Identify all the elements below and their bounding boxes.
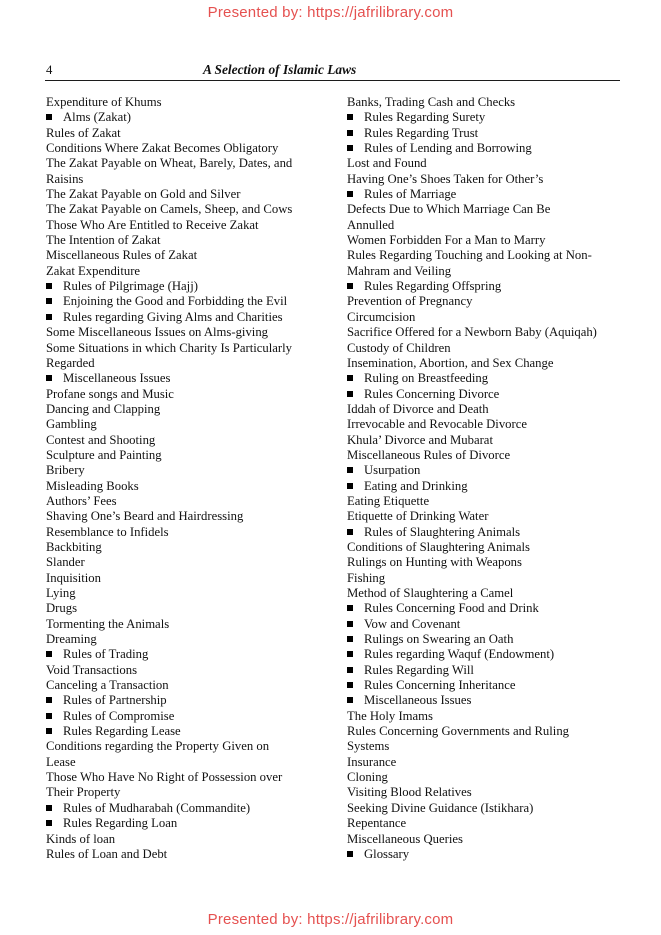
page-number: 4 xyxy=(46,63,53,77)
bullet-square-icon xyxy=(347,636,353,642)
bullet-square-icon xyxy=(46,283,52,289)
bullet-square-icon xyxy=(46,375,52,381)
toc-line-text: Misleading Books xyxy=(46,478,139,493)
toc-line-text: Kinds of loan xyxy=(46,831,116,846)
bullet-square-icon xyxy=(46,805,52,811)
toc-line xyxy=(347,402,597,417)
toc-line xyxy=(46,479,292,494)
toc-line xyxy=(347,264,597,279)
toc-line-text: Expenditure of Khums xyxy=(46,95,162,109)
bullet-square-icon xyxy=(46,728,52,734)
toc-line xyxy=(347,202,597,217)
presented-banner-top: Presented by: https://jafrilibrary.com xyxy=(207,4,454,21)
toc-line xyxy=(347,509,597,524)
toc-line-text: Zakat Expenditure xyxy=(46,263,141,278)
toc-line-text: Dancing and Clapping xyxy=(46,401,161,416)
toc-line xyxy=(347,755,597,770)
toc-line-text: Rules Concerning Inheritance xyxy=(364,678,516,693)
toc-line-text: Rules Regarding Surety xyxy=(364,110,486,125)
toc-line-text: Lying xyxy=(46,586,76,600)
toc-line xyxy=(347,463,597,478)
bullet-square-icon xyxy=(46,651,52,657)
presented-banner-bottom: Presented by: https://jafrilibrary.com xyxy=(207,911,454,928)
toc-line-text: Those Who Are Entitled to Receive Zakat xyxy=(46,217,259,232)
toc-line-text: Rules Regarding Loan xyxy=(63,816,178,831)
toc-line-text: Rulings on Swearing an Oath xyxy=(364,632,514,647)
toc-line-text: Rules Regarding Lease xyxy=(63,724,181,739)
toc-line-text: Lease xyxy=(46,754,76,769)
toc-line-text: Lost and Found xyxy=(347,156,427,171)
toc-line xyxy=(46,601,292,616)
bullet-square-icon xyxy=(347,114,353,120)
toc-line-text: Miscellaneous Issues xyxy=(364,693,472,708)
toc-line xyxy=(46,540,292,555)
toc-line xyxy=(347,448,597,463)
toc-line-text: The Zakat Payable on Gold and Silver xyxy=(46,187,241,202)
toc-line xyxy=(347,525,597,540)
toc-line xyxy=(46,693,292,708)
toc-line-text: Dreaming xyxy=(46,632,97,647)
toc-line xyxy=(347,141,597,156)
bullet-square-icon xyxy=(46,314,52,320)
toc-line xyxy=(46,310,292,325)
toc-line xyxy=(347,770,597,785)
toc-line xyxy=(347,678,597,693)
toc-line-text: The Zakat Payable on Wheat, Barely, Dates, and xyxy=(46,156,293,171)
toc-line xyxy=(347,156,597,171)
toc-line xyxy=(46,525,292,540)
toc-line-text: The Holy Imams xyxy=(347,708,433,723)
toc-line xyxy=(347,601,597,616)
toc-line-text: Etiquette of Drinking Water xyxy=(347,509,489,524)
toc-line-text: Backbiting xyxy=(46,539,102,554)
toc-line-text: Fishing xyxy=(347,570,386,585)
toc-line-text: Rules of Pilgrimage (Hajj) xyxy=(63,279,198,294)
bullet-square-icon xyxy=(46,114,52,120)
toc-line xyxy=(347,494,597,509)
toc-line-text: Miscellaneous Issues xyxy=(63,371,171,386)
toc-line-text: Conditions Where Zakat Becomes Obligatory xyxy=(46,141,279,156)
toc-line xyxy=(46,755,292,770)
toc-line-text: Contest and Shooting xyxy=(46,432,156,447)
toc-line-text: Drugs xyxy=(46,601,78,616)
toc-line xyxy=(46,279,292,294)
toc-line-text: Cloning xyxy=(347,770,388,785)
toc-line xyxy=(347,663,597,678)
toc-line xyxy=(46,785,292,800)
toc-line xyxy=(347,555,597,570)
toc-line xyxy=(46,709,292,724)
toc-line-text: Some Situations in which Charity Is Particularly xyxy=(46,340,292,355)
toc-line-text: Rules regarding Giving Alms and Charities xyxy=(63,309,283,324)
toc-line xyxy=(46,678,292,693)
bullet-square-icon xyxy=(46,820,52,826)
toc-line-text: Method of Slaughtering a Camel xyxy=(347,586,514,600)
toc-line-text: Eating Etiquette xyxy=(347,493,430,508)
toc-line xyxy=(347,172,597,187)
toc-line-text: Rules Regarding Will xyxy=(364,662,474,677)
toc-line xyxy=(347,801,597,816)
toc-line xyxy=(347,832,597,847)
toc-line-text: Women Forbidden For a Man to Marry xyxy=(347,233,546,248)
toc-line-text: The Intention of Zakat xyxy=(46,233,161,248)
toc-line-text: Conditions regarding the Property Given on xyxy=(46,739,270,754)
toc-line-text: Bribery xyxy=(46,463,85,478)
toc-line-text: Rules of Zakat xyxy=(46,125,121,140)
toc-line xyxy=(46,294,292,309)
bullet-square-icon xyxy=(347,682,353,688)
toc-line-text: Ruling on Breastfeeding xyxy=(364,371,489,386)
toc-line xyxy=(46,509,292,524)
toc-column-left xyxy=(46,95,292,862)
toc-line xyxy=(46,801,292,816)
toc-line xyxy=(46,356,292,371)
running-title: A Selection of Islamic Laws xyxy=(203,62,357,77)
toc-line xyxy=(46,187,292,202)
bullet-square-icon xyxy=(347,283,353,289)
bullet-square-icon xyxy=(46,298,52,304)
toc-line xyxy=(46,341,292,356)
toc-line xyxy=(46,724,292,739)
toc-line xyxy=(347,341,597,356)
toc-line xyxy=(46,202,292,217)
toc-line xyxy=(46,571,292,586)
toc-line xyxy=(46,617,292,632)
toc-line xyxy=(46,218,292,233)
toc-line-text: Vow and Covenant xyxy=(364,616,461,631)
toc-line xyxy=(46,663,292,678)
toc-line xyxy=(347,279,597,294)
toc-line-text: Sculpture and Painting xyxy=(46,447,162,462)
toc-line xyxy=(347,310,597,325)
toc-line-text: Irrevocable and Revocable Divorce xyxy=(347,417,527,432)
toc-line-text: Void Transactions xyxy=(46,662,138,677)
toc-line xyxy=(46,95,292,110)
toc-line xyxy=(347,433,597,448)
toc-line xyxy=(46,156,292,171)
toc-line-text: Inquisition xyxy=(46,570,101,585)
toc-line-text: Systems xyxy=(347,739,390,754)
toc-line xyxy=(46,832,292,847)
toc-line xyxy=(46,110,292,125)
toc-line xyxy=(347,847,597,862)
toc-line-text: Rules Concerning Governments and Ruling xyxy=(347,724,570,739)
toc-line xyxy=(46,417,292,432)
bullet-square-icon xyxy=(347,191,353,197)
toc-line-text: Rules of Partnership xyxy=(63,693,167,708)
toc-line-text: Conditions of Slaughtering Animals xyxy=(347,539,530,554)
bullet-square-icon xyxy=(347,375,353,381)
bullet-square-icon xyxy=(347,605,353,611)
toc-line xyxy=(347,693,597,708)
toc-line-text: Rules Regarding Offspring xyxy=(364,279,502,294)
bullet-square-icon xyxy=(347,621,353,627)
bullet-square-icon xyxy=(347,467,353,473)
toc-line xyxy=(347,371,597,386)
toc-line-text: Canceling a Transaction xyxy=(46,678,169,693)
bullet-square-icon xyxy=(347,851,353,857)
toc-line-text: Visiting Blood Relatives xyxy=(347,785,472,800)
toc-line-text: Rules Concerning Food and Drink xyxy=(364,601,539,616)
toc-line-text: Some Miscellaneous Issues on Alms-giving xyxy=(46,325,269,340)
toc-line xyxy=(46,325,292,340)
toc-line xyxy=(347,586,597,601)
toc-line-text: Seeking Divine Guidance (Istikhara) xyxy=(347,800,534,815)
toc-line xyxy=(46,172,292,187)
toc-line xyxy=(46,770,292,785)
toc-line xyxy=(347,816,597,831)
toc-line-text: Enjoining the Good and Forbidding the Evil xyxy=(63,294,288,309)
toc-line xyxy=(347,647,597,662)
toc-line-text: Custody of Children xyxy=(347,340,451,355)
toc-line xyxy=(347,617,597,632)
toc-line-text: Miscellaneous Rules of Zakat xyxy=(46,248,198,263)
toc-line-text: Their Property xyxy=(46,785,121,800)
toc-line xyxy=(347,724,597,739)
toc-line xyxy=(46,433,292,448)
toc-line xyxy=(46,494,292,509)
header-rule xyxy=(45,80,620,81)
toc-line-text: Circumcision xyxy=(347,309,416,324)
toc-line-text: Rules of Trading xyxy=(63,647,149,662)
toc-line xyxy=(46,463,292,478)
toc-line xyxy=(347,417,597,432)
toc-line xyxy=(46,555,292,570)
toc-column-right xyxy=(347,95,597,862)
toc-line xyxy=(347,540,597,555)
toc-line-text: Raisins xyxy=(46,171,84,186)
toc-line-text: Annulled xyxy=(347,217,395,232)
toc-line xyxy=(347,187,597,202)
toc-line xyxy=(46,632,292,647)
toc-line-text: Rules of Compromise xyxy=(63,708,175,723)
toc-line xyxy=(347,356,597,371)
toc-line xyxy=(46,448,292,463)
toc-line-text: The Zakat Payable on Camels, Sheep, and Cows xyxy=(46,202,293,217)
toc-line xyxy=(46,233,292,248)
toc-line xyxy=(46,739,292,754)
toc-line-text: Rules Concerning Divorce xyxy=(364,386,500,401)
toc-line-text: Usurpation xyxy=(364,463,421,478)
toc-line-text: Gambling xyxy=(46,417,97,432)
toc-line xyxy=(46,816,292,831)
toc-line xyxy=(347,110,597,125)
toc-line-text: Repentance xyxy=(347,816,407,831)
toc-line-text: Tormenting the Animals xyxy=(46,616,170,631)
bullet-square-icon xyxy=(347,130,353,136)
toc-line-text: Iddah of Divorce and Death xyxy=(347,401,489,416)
toc-line-text: Insemination, Abortion, and Sex Change xyxy=(347,355,554,370)
bullet-square-icon xyxy=(347,529,353,535)
toc-line xyxy=(347,218,597,233)
toc-line-text: Resemblance to Infidels xyxy=(46,524,169,539)
toc-line-text: Sacrifice Offered for a Newborn Baby (Aquiqah) xyxy=(347,325,597,340)
bullet-square-icon xyxy=(347,651,353,657)
toc-line-text: Rules of Lending and Borrowing xyxy=(364,141,532,156)
toc-line xyxy=(347,95,597,110)
toc-line-text: Rules of Loan and Debt xyxy=(46,846,168,861)
toc-line-text: Having One’s Shoes Taken for Other’s xyxy=(347,171,544,186)
toc-line-text: Defects Due to Which Marriage Can Be xyxy=(347,202,551,217)
toc-line xyxy=(46,126,292,141)
toc-line xyxy=(347,233,597,248)
toc-line-text: Eating and Drinking xyxy=(364,478,468,493)
bullet-square-icon xyxy=(347,667,353,673)
toc-line xyxy=(46,847,292,862)
toc-line xyxy=(46,371,292,386)
toc-line-text: Those Who Have No Right of Possession over xyxy=(46,770,283,785)
toc-line xyxy=(347,785,597,800)
toc-line xyxy=(46,647,292,662)
toc-line xyxy=(46,264,292,279)
toc-line-text: Khula’ Divorce and Mubarat xyxy=(347,432,493,447)
toc-line-text: Authors’ Fees xyxy=(46,493,117,508)
toc-line-text: Rules of Mudharabah (Commandite) xyxy=(63,800,251,815)
toc-line xyxy=(46,586,292,601)
toc-line-text: Alms (Zakat) xyxy=(63,110,131,125)
toc-line-text: Banks, Trading Cash and Checks xyxy=(347,95,516,109)
toc-line-text: Rules of Slaughtering Animals xyxy=(364,524,521,539)
toc-line-text: Slander xyxy=(46,555,85,570)
toc-line-text: Shaving One’s Beard and Hairdressing xyxy=(46,509,244,524)
toc-line-text: Profane songs and Music xyxy=(46,386,174,401)
toc-line-text: Miscellaneous Queries xyxy=(347,831,463,846)
toc-line xyxy=(347,294,597,309)
toc-line xyxy=(46,248,292,263)
toc-line xyxy=(347,739,597,754)
bullet-square-icon xyxy=(347,391,353,397)
toc-line-text: Miscellaneous Rules of Divorce xyxy=(347,447,511,462)
toc-line xyxy=(46,141,292,156)
toc-line-text: Rules Regarding Touching and Looking at Non- xyxy=(347,248,592,263)
bullet-square-icon xyxy=(46,697,52,703)
toc-line xyxy=(46,387,292,402)
toc-line-text: Rules of Marriage xyxy=(364,187,457,202)
toc-line-text: Glossary xyxy=(364,846,410,861)
toc-line xyxy=(347,387,597,402)
toc-line xyxy=(347,126,597,141)
toc-line xyxy=(347,325,597,340)
bullet-square-icon xyxy=(347,483,353,489)
bullet-square-icon xyxy=(46,713,52,719)
toc-line-text: Mahram and Veiling xyxy=(347,263,452,278)
toc-line xyxy=(347,632,597,647)
toc-line xyxy=(347,248,597,263)
bullet-square-icon xyxy=(347,697,353,703)
toc-line-text: Prevention of Pregnancy xyxy=(347,294,473,309)
toc-line-text: Rulings on Hunting with Weapons xyxy=(347,555,522,570)
bullet-square-icon xyxy=(347,145,353,151)
toc-line-text: Regarded xyxy=(46,355,95,370)
toc-line xyxy=(46,402,292,417)
toc-line xyxy=(347,709,597,724)
toc-line-text: Rules regarding Waquf (Endowment) xyxy=(364,647,555,662)
toc-line-text: Rules Regarding Trust xyxy=(364,125,479,140)
toc-line-text: Insurance xyxy=(347,754,397,769)
toc-line xyxy=(347,571,597,586)
toc-line xyxy=(347,479,597,494)
